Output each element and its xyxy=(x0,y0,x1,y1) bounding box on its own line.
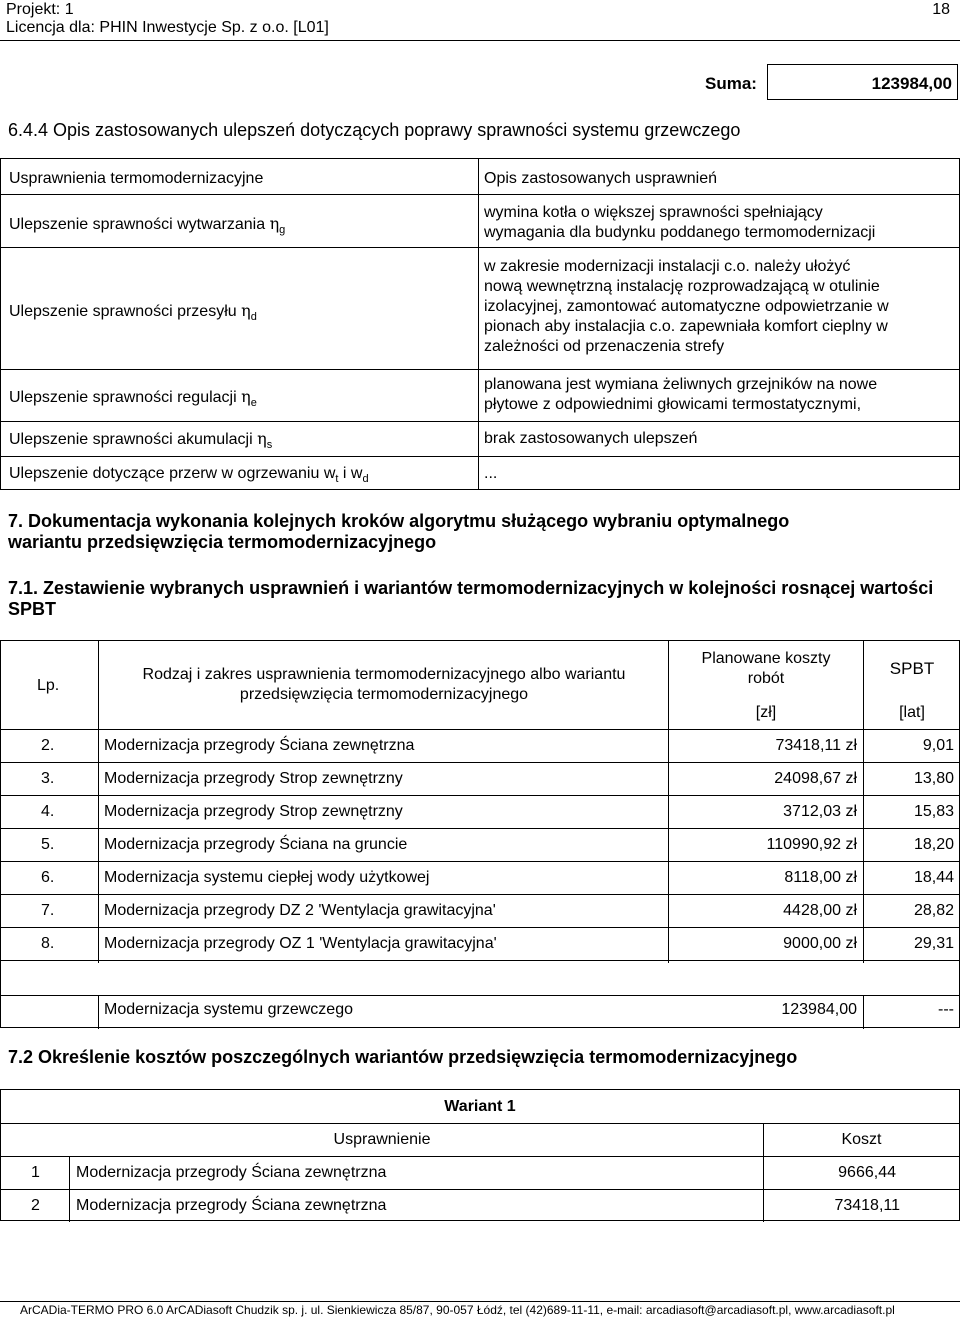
row-desc: Modernizacja przegrody Strop zewnętrzny xyxy=(104,770,403,787)
variant-row-desc: Modernizacja przegrody Ściana zewnętrzna xyxy=(76,1164,387,1181)
row-desc-breaks: ... xyxy=(484,465,498,482)
spbt-ranking-table xyxy=(0,640,960,1028)
row-lp: 6. xyxy=(41,869,55,886)
system-row-desc: Modernizacja systemu grzewczego xyxy=(104,1001,353,1018)
system-row-spbt: --- xyxy=(938,1001,954,1018)
row-spbt: 13,80 xyxy=(913,770,954,787)
variant-costs-table xyxy=(0,1089,960,1221)
row-spbt: 9,01 xyxy=(922,737,954,754)
section-644-title: 6.4.4 Opis zastosowanych ulepszeń dotyczących poprawy sprawności systemu grzewczego xyxy=(8,120,741,140)
row-spbt: 28,82 xyxy=(913,902,954,919)
row-cost: 3712,03 zł xyxy=(783,803,857,820)
variant-row-cost: 9666,44 xyxy=(838,1164,896,1181)
system-row-cost: 123984,00 xyxy=(781,1001,857,1018)
th-description: Rodzaj i zakres usprawnienia termomodernizacyjnego albo wariantu przedsięwzięcia termomodernizacyjnego xyxy=(142,666,626,703)
row-spbt: 29,31 xyxy=(913,935,954,952)
col-header-improvements: Usprawnienia termomodernizacyjne xyxy=(9,170,264,187)
row-desc: Modernizacja przegrody OZ 1 'Wentylacja grawitacyjna' xyxy=(104,935,497,952)
sum-value: 123984,00 xyxy=(871,74,952,93)
row-cost: 24098,67 zł xyxy=(774,770,857,787)
row-lp: 4. xyxy=(41,803,55,820)
footer-divider xyxy=(0,1301,960,1302)
row-spbt: 15,83 xyxy=(913,803,954,820)
row-lp: 3. xyxy=(41,770,55,787)
row-lp: 5. xyxy=(41,836,55,853)
row-label-breaks: Ulepszenie dotyczące przerw w ogrzewaniu $w_t$ i $w_d$ xyxy=(9,465,369,486)
row-desc: Modernizacja przegrody DZ 2 'Wentylacja grawitacyjna' xyxy=(104,902,496,919)
row-spbt: 18,20 xyxy=(913,836,954,853)
project-label: Projekt: 1 xyxy=(6,1,74,18)
row-label-generation: Ulepszenie sprawności wytwarzania $\eta_g$ xyxy=(9,214,286,237)
row-cost: 73418,11 zł xyxy=(775,737,857,754)
variant-row-lp: 1 xyxy=(31,1164,40,1181)
row-desc: Modernizacja przegrody Ściana zewnętrzna xyxy=(104,737,415,754)
row-desc-accumulation: brak zastosowanych ulepszeń xyxy=(484,430,698,447)
variant-row-desc: Modernizacja przegrody Ściana zewnętrzna xyxy=(76,1197,387,1214)
th-lp: Lp. xyxy=(37,677,60,694)
th-spbt: SPBT xyxy=(889,659,935,678)
row-label-distribution: Ulepszenie sprawności przesyłu $\eta_d$ xyxy=(9,301,257,324)
row-desc: Modernizacja systemu ciepłej wody użytkowej xyxy=(104,869,430,886)
th-cost-unit: [zł] xyxy=(755,704,777,721)
row-cost: 4428,00 zł xyxy=(783,902,857,919)
row-spbt: 18,44 xyxy=(913,869,954,886)
th-usprawnienie: Usprawnienie xyxy=(333,1131,431,1148)
row-label-regulation: Ulepszenie sprawności regulacji $\eta_e$ xyxy=(9,387,257,410)
row-desc: Modernizacja przegrody Ściana na gruncie xyxy=(104,836,408,853)
variant-row-cost: 73418,11 xyxy=(834,1197,900,1214)
footer-text: ArCADia-TERMO PRO 6.0 ArCADiasoft Chudzik sp. j. ul. Sienkiewicza 85/87, 90-057 Łódź, tel (42)689-11-11, e-mail: arcadiasoft@arcadiasoft.pl, www.arcadiasoft.pl xyxy=(20,1303,895,1317)
section-7-title: 7. Dokumentacja wykonania kolejnych kroków algorytmu służącego wybraniu optymalnego wariantu przedsięwzięcia termomodernizacyjnego xyxy=(8,511,790,552)
th-koszt: Koszt xyxy=(841,1131,882,1148)
variant-title: Wariant 1 xyxy=(444,1098,516,1115)
heating-improvements-table xyxy=(0,158,960,490)
row-cost: 8118,00 zł xyxy=(784,869,857,886)
th-cost: Planowane koszty robót xyxy=(701,650,831,687)
th-spbt-unit: [lat] xyxy=(899,704,925,721)
row-cost: 110990,92 zł xyxy=(766,836,857,853)
row-lp: 8. xyxy=(41,935,55,952)
section-71-title: 7.1. Zestawienie wybranych usprawnień i wariantów termomodernizacyjnych w kolejności rosnącej wartości SPBT xyxy=(8,578,934,619)
license-label: Licencja dla: PHIN Inwestycje Sp. z o.o. [L01] xyxy=(6,19,329,36)
row-lp: 7. xyxy=(41,902,55,919)
section-72-title: 7.2 Określenie kosztów poszczególnych wariantów przedsięwzięcia termomodernizacyjnego xyxy=(8,1047,798,1067)
header-divider xyxy=(0,40,960,41)
row-cost: 9000,00 zł xyxy=(783,935,857,952)
row-desc: Modernizacja przegrody Strop zewnętrzny xyxy=(104,803,403,820)
row-lp: 2. xyxy=(41,737,55,754)
col-header-description: Opis zastosowanych usprawnień xyxy=(484,170,718,187)
row-desc-generation: wymina kotła o większej sprawności spełniający wymagania dla budynku poddanego termomodernizacji xyxy=(484,204,876,241)
page-number: 18 xyxy=(932,1,950,18)
row-desc-regulation: planowana jest wymiana żeliwnych grzejników na nowe płytowe z odpowiednimi głowicami termostatycznymi, xyxy=(484,376,878,413)
row-desc-distribution: w zakresie modernizacji instalacji c.o. należy ułożyć nową wewnętrzną instalację rozprowadzającą w otulinie izolacyjnej, zamontować automatyczne odpowietrzanie w pionach aby instalacjia c.o. zapewniała komfort cieplny w zależności od przenaczenia strefy xyxy=(484,258,889,355)
row-label-accumulation: Ulepszenie sprawności akumulacji $\eta_s$ xyxy=(9,429,273,452)
sum-label: Suma: xyxy=(705,74,757,93)
variant-row-lp: 2 xyxy=(31,1197,40,1214)
